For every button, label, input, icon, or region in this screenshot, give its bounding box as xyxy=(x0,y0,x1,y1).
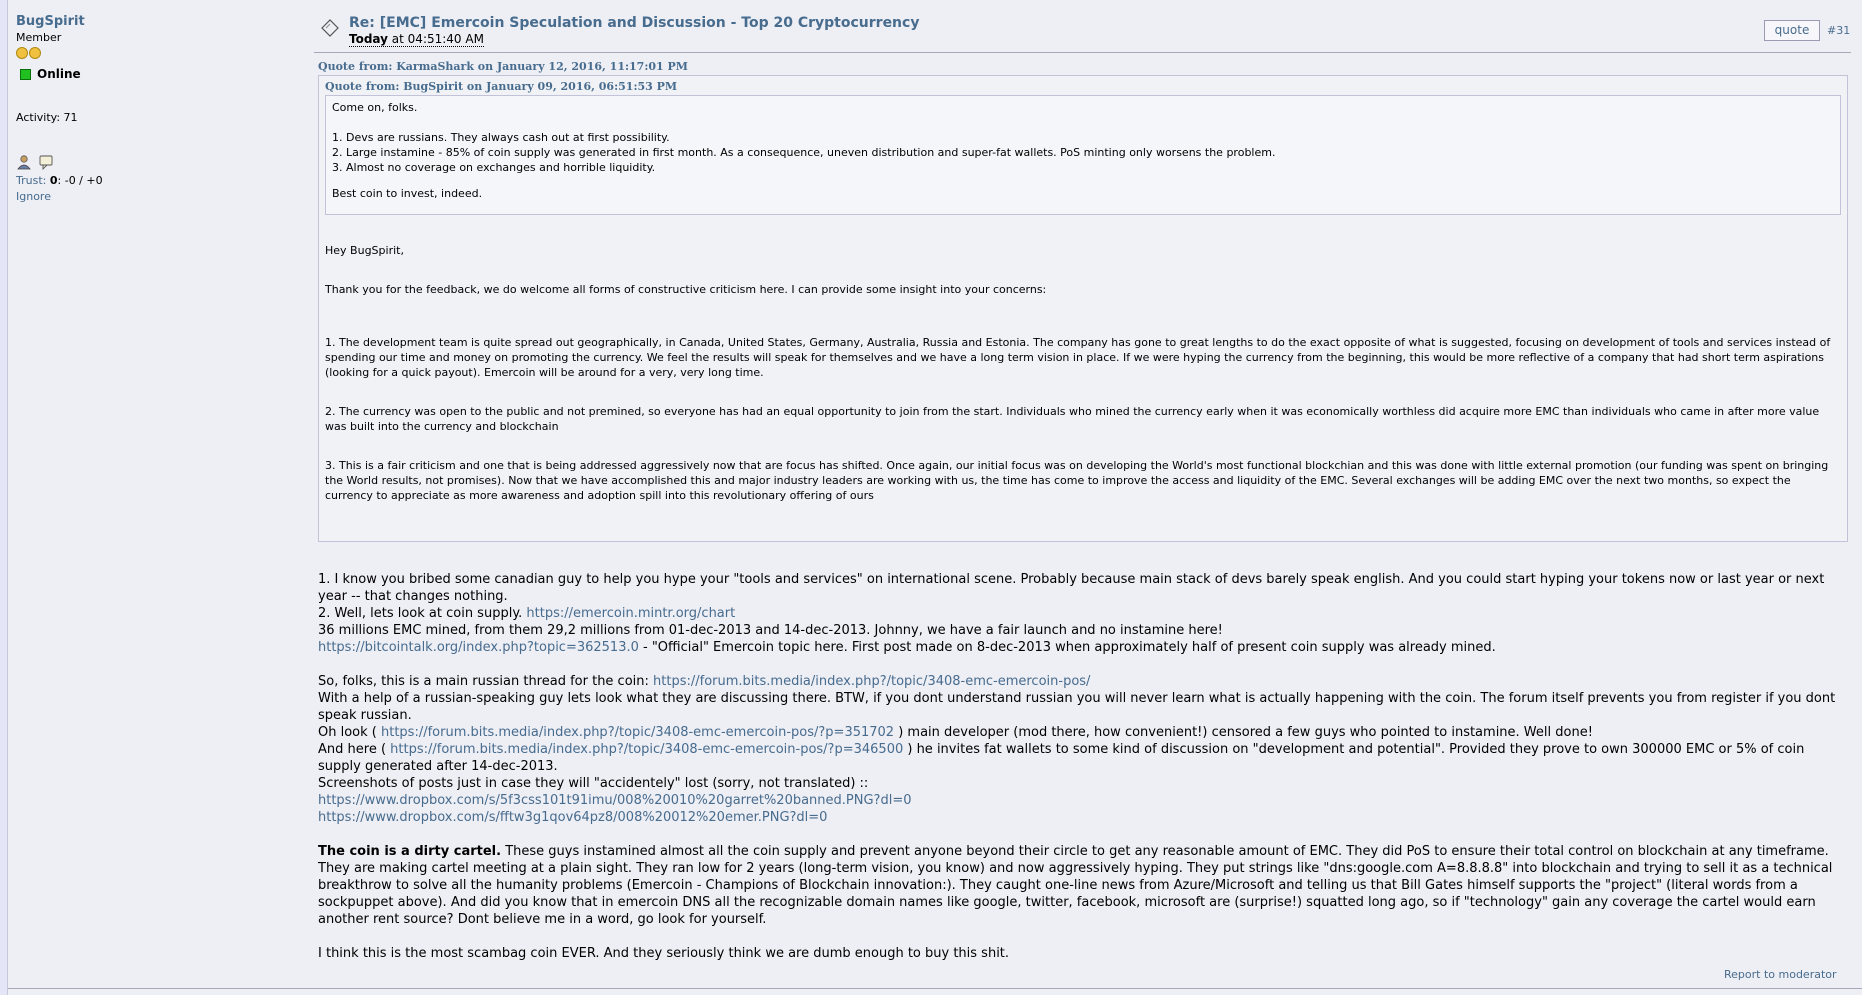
reply-link[interactable]: https://bitcointalk.org/index.php?topic=362513.0 xyxy=(318,640,639,655)
reply-line: 2. Well, lets look at coin supply. https://emercoin.mintr.org/chart xyxy=(318,606,736,621)
inner-quote-line: 1. Devs are russians. They always cash out at first possibility. xyxy=(332,131,670,144)
post-subject[interactable]: Re: [EMC] Emercoin Speculation and Discussion - Top 20 Cryptocurrency xyxy=(349,15,920,31)
poster-rank: Member xyxy=(16,31,62,44)
outer-quote xyxy=(318,75,1848,542)
post-date-bold: Today xyxy=(349,32,388,46)
poster-trust xyxy=(16,174,276,187)
inner-quote xyxy=(325,95,1841,215)
quote-button[interactable]: quote xyxy=(1764,20,1820,41)
rank-stars xyxy=(16,47,276,59)
reply-link[interactable]: https://forum.bits.media/index.php?/topic/3408-emc-emercoin-pos/?p=346500 xyxy=(390,742,904,757)
reply-link[interactable]: https://forum.bits.media/index.php?/topic/3408-emc-emercoin-pos/ xyxy=(653,674,1091,689)
poster-info xyxy=(16,14,276,203)
profile-icon[interactable] xyxy=(16,154,32,170)
reply-line xyxy=(318,792,1838,809)
inner-quote-line: Best coin to invest, indeed. xyxy=(332,187,483,200)
post-date-time: at 04:51:40 AM xyxy=(387,32,484,46)
online-label: Online xyxy=(37,67,81,81)
reply-line: 36 millions EMC mined, from them 29,2 millions from 01-dec-2013 and 14-dec-2013. Johnny, we have a fair launch and no instamine here! xyxy=(318,623,1223,638)
outer-quote-paragraph: Thank you for the feedback, we do welcome all forms of constructive criticism here. I can provide some insight into your concerns: xyxy=(325,283,1047,296)
reply-line: 1. I know you bribed some canadian guy to help you hype your "tools and services" on international scene. Probably because main stack of devs barely speak english. And you could start hyping your tokens now or last year or next year -- that changes nothing. xyxy=(318,572,1825,604)
inner-quote-header[interactable]: Quote from: BugSpirit on January 09, 2016, 06:51:53 PM xyxy=(325,80,678,93)
reply-line xyxy=(318,809,1838,826)
bottom-divider xyxy=(8,988,1862,989)
post-header xyxy=(314,10,1851,53)
outer-quote-paragraph: 1. The development team is quite spread out geographically, in Canada, United States, Germany, Australia, Russia and Estonia. The company has gone to great lengths to do the exact opposite of what is suggested, focusing on development of tools and services instead of spending our time and money on promoting the currency. We feel the results will speak for themselves and we have a long term vision in place. If we were hyping the currency from the beginning, this would be more reflective of a company that had short term aspirations (looking for a quick payout). Emercoin will be around for a very, very long time. xyxy=(325,336,1831,379)
trust-value: 0 xyxy=(49,174,58,187)
inner-quote-line: 2. Large instamine - 85% of coin supply was generated in first month. As a consequence, uneven distribution and super-fat wallets. PoS minting only worsens the problem. xyxy=(332,146,1276,159)
reply-line: The coin is a dirty cartel. These guys instamined almost all the coin supply and prevent anyone beyond their circle to get any reasonable amount of EMC. They did PoS to ensure their total control on blockchain at any timeframe. They are making cartel meeting at a plain sight. They ran low for 2 years (long-term vision, you know) and now aggressively hyping. They put strings like "dns:google.com A=8.8.8.8" into blockchain and trying to sell it as a technical breakthrow to solve all the humanity problems (Emercoin - Champions of Blockchain innovation:). They caught one-line news from Azure/Microsoft and telling us that Bill Gates himself supports the "project" (literal words from a sockpuppet above). And did you know that in emercoin DNS all the recognizable domain names like google, twitter, facebook, microsoft are (surprise!) squatted long ago, so if "technology" gain any coverage the cartel would earn another rent source? Dont believe me in a word, go look for yourself. xyxy=(318,844,1833,927)
inner-quote-line: Come on, folks. xyxy=(332,101,418,114)
reply-line: https://bitcointalk.org/index.php?topic=362513.0 - "Official" Emercoin topic here. First post made on 8-dec-2013 when approximately half of present coin supply was already mined. xyxy=(318,640,1496,655)
online-status xyxy=(16,67,276,81)
post-date xyxy=(349,32,484,46)
reply-text xyxy=(318,571,1838,962)
outer-quote-paragraph: 3. This is a fair criticism and one that is being addressed aggressively now that are focus has shifted. Once again, our initial focus was on developing the World's most functional blockchian and this was done with little external promotion (our funding was spent on bringing the World results, not promises). Now that we have accomplished this and major industry leaders are working with us, the time has come to improve the access and liquidity of the EMC. Several exchanges will be adding EMC over the next two months, so expect the currency to appreciate as more awareness and adoption spill into this revolutionary offering of ours xyxy=(325,459,1829,502)
reply-link[interactable]: https://www.dropbox.com/s/fftw3g1qov64pz8/008%20012%20emer.PNG?dl=0 xyxy=(318,810,828,825)
reply-line: Screenshots of posts just in case they will "accidentely" lost (sorry, not translated) :: xyxy=(318,776,869,791)
post-body xyxy=(318,60,1848,542)
reply-line: Oh look ( https://forum.bits.media/index.php?/topic/3408-emc-emercoin-pos/?p=351702 ) main developer (mod there, how convenient!) censored a few guys who pointed to instamine. Well done! xyxy=(318,725,1593,740)
poster-icons xyxy=(16,154,276,172)
poster-activity: Activity: 71 xyxy=(16,111,78,124)
trust-link[interactable]: Trust: xyxy=(16,174,47,187)
message-number[interactable]: #31 xyxy=(1827,24,1851,37)
reply-link[interactable]: https://www.dropbox.com/s/5f3css101t91imu/008%20010%20garret%20banned.PNG?dl=0 xyxy=(318,793,912,808)
star-icon xyxy=(16,47,28,59)
reply-link[interactable]: https://forum.bits.media/index.php?/topic/3408-emc-emercoin-pos/?p=351702 xyxy=(381,725,895,740)
reply-line: With a help of a russian-speaking guy lets look what they are discussing there. BTW, if you dont understand russian you will never learn what is actually happening with the coin. The forum itself prevents you from register if you dont speak russian. xyxy=(318,691,1836,723)
outer-quote-paragraph: 2. The currency was open to the public and not premined, so everyone has had an equal opportunity to join from the start. Individuals who mined the currency early when it was economically worthless did acquire more EMC than individuals who came in after more value was built into the currency and blockchain xyxy=(325,405,1820,433)
report-to-moderator-link[interactable]: Report to moderator xyxy=(1724,968,1837,981)
poster-username[interactable]: BugSpirit xyxy=(16,14,85,29)
reply-line: So, folks, this is a main russian thread for the coin: https://forum.bits.media/index.php?/topic/3408-emc-emercoin-pos/ xyxy=(318,674,1091,689)
message-icon[interactable] xyxy=(38,154,54,170)
outer-quote-paragraph: Hey BugSpirit, xyxy=(325,244,404,257)
outer-quote-header[interactable]: Quote from: KarmaShark on January 12, 2016, 11:17:01 PM xyxy=(318,60,688,73)
online-icon xyxy=(20,69,31,80)
reply-line: I think this is the most scambag coin EVER. And they seriously think we are dumb enough to buy this shit. xyxy=(318,946,1010,961)
star-icon xyxy=(29,47,41,59)
trust-score: : -0 / +0 xyxy=(57,174,103,187)
post-topic-icon xyxy=(320,18,340,38)
inner-quote-line: 3. Almost no coverage on exchanges and horrible liquidity. xyxy=(332,161,656,174)
forum-page xyxy=(7,0,1862,995)
reply-link[interactable]: https://emercoin.mintr.org/chart xyxy=(526,606,736,621)
ignore-link[interactable]: Ignore xyxy=(16,190,51,203)
reply-line: And here ( https://forum.bits.media/index.php?/topic/3408-emc-emercoin-pos/?p=346500 ) he invites fat wallets to some kind of discussion on "development and potential". Provided they prove to own 300000 EMC or 5% of coin supply generated after 14-dec-2013. xyxy=(318,742,1805,774)
